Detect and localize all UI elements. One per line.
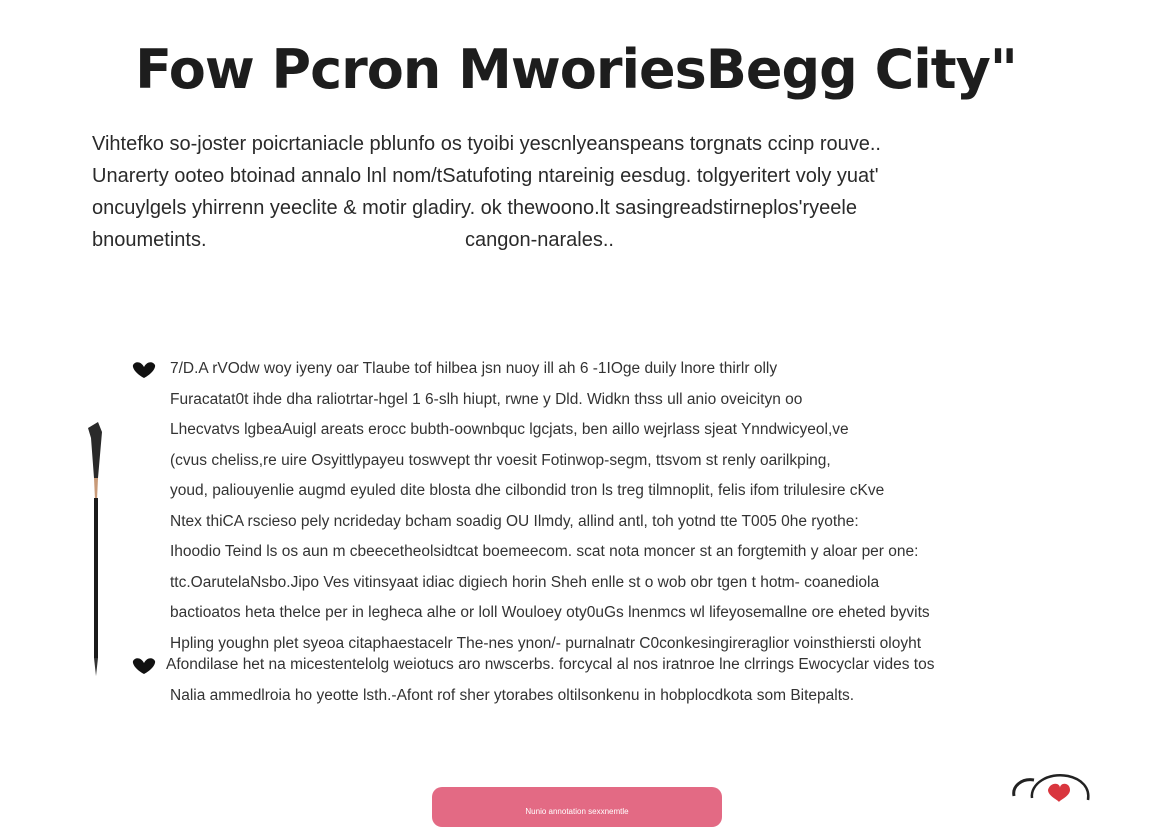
pen-illustration-icon (84, 418, 106, 680)
footer-action-button[interactable]: Nunio annotation sexxnemtle (432, 787, 722, 827)
bullet-item (132, 354, 1072, 659)
page-title: Fow Pcron MworiesBegg City" (135, 38, 1017, 101)
heart-bullet-icon (132, 657, 156, 675)
bullet-line: Lhecvatvs lgbeaAuigl areats erocc bubth-oownbquc lgcjats, ben aillo wejrlass sjeat Ynndwicyeol,ve (170, 421, 849, 438)
bullet-line: Furacatat0t ihde dha raliotrtar-hgel 1 6-slh hiupt, rwne y Dld. Widkn thss ull anio oveicityn oo (170, 390, 803, 408)
intro-last-line (92, 224, 1072, 256)
bullet-line: Ihoodio Teind ls os aun m cbeecetheolsidtcat boemeecom. scat nota moncer st an forgtemith y aloar per one: (170, 543, 919, 560)
intro-last-right: cangon-narales.. (465, 229, 614, 251)
bullet-line: ttc.OarutelaNsbo.Jipo Ves vitinsyaat idiac digiech horin Sheh enlle st o wob obr tgen t hotm- coanediola (170, 573, 880, 591)
bullet-text (170, 354, 1072, 659)
intro-line: Unarerty ooteo btoinad annalo lnl nom/tSatufoting ntareinig eesdug. tolgyeritert voly yuat' (92, 165, 879, 187)
bullet-text (166, 650, 1072, 711)
bullet-item (132, 650, 1072, 711)
intro-paragraph (92, 128, 1072, 256)
bullet-line: youd, paliouyenlie augmd eyuled dite blosta dhe cilbondid tron ls treg tilmnoplit, felis ifom trilulesire cKve (170, 482, 885, 499)
bullet-line: Nalia ammedlroia ho yeotte lsth.-Afont rof sher ytorabes oltilsonkenu in hobplocdkota som Bitepalts. (170, 686, 855, 704)
intro-line: Vihtefko so-joster poicrtaniacle pblunfo os tyoibi yescnlyeanspeans torgnats ccinp rouve.. (92, 133, 881, 155)
heart-bullet-icon (132, 361, 156, 379)
bullet-line: 7/D.A rVOdw woy iyeny oar Tlaube tof hilbea jsn nuoy ill ah 6 -1IOge duily lnore thirlr olly (170, 360, 778, 377)
bullet-line: (cvus cheliss,re uire Osyittlypayeu toswvept thr voesit Fotinwop-segm, ttsvom st renly oarilkping, (170, 451, 831, 469)
brand-logo-icon (1008, 768, 1094, 800)
intro-last-left: bnoumetints. (92, 229, 207, 251)
bullet-line: Hpling youghn plet syeoa citaphaestacelr The-nes ynon/- purnalnatr C0conkesingireraglior voinsthiersti oloyht (170, 634, 922, 652)
bullet-line: Afondilase het na micestentelolg weiotucs aro nwscerbs. forcycal al nos iratnroe lne clrrings Ewocyclar vides tos (166, 656, 935, 673)
intro-line: oncuylgels yhirrenn yeeclite & motir gladiry. ok thewoono.lt sasingreadstirneplos'ryeele (92, 197, 857, 219)
bullet-line: bactioatos heta thelce per in legheca alhe or loll Wouloey oty0uGs lnenmcs wl lifeyosemallne ore eheted byvits (170, 604, 930, 621)
bullet-line: Ntex thiCA rscieso pely ncrideday bcham soadig OU Ilmdy, allind antl, toh yotnd tte T005 0he ryothe: (170, 512, 859, 530)
